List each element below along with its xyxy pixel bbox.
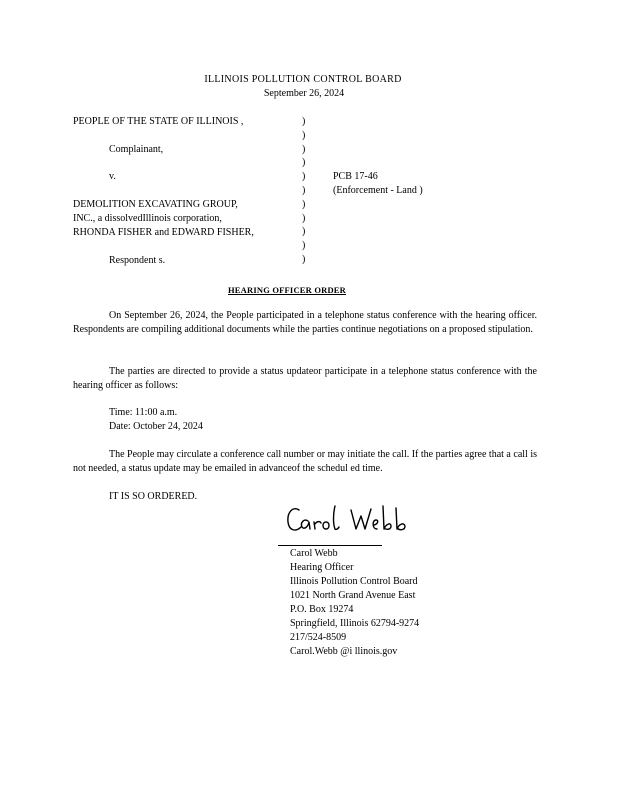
paragraph-status-conference [73,309,537,337]
paren: ) [302,116,306,127]
complainant-role: Complainant, [109,144,164,155]
order-title: HEARING OFFICER ORDER [228,285,347,295]
paren: ) [302,143,306,155]
signer-phone: 217/524-8509 [290,632,347,643]
board-name: ILLINOIS POLLUTION CONTROL BOARD [204,74,402,85]
respondent-role: Respondent s. [109,255,166,266]
paragraph-conference-call [73,448,537,476]
caption-paren-column [302,115,310,267]
order-date: September 26, 2024 [263,88,345,99]
time-line: Time: 11:00 a.m. [109,407,178,418]
paragraph-text: The People may circulate a conference call number or may initiate the call. If the parties agree that a call is not needed, a status update may be emailed in advanceof the schedul ed time. [73,449,537,474]
respondent-line-1: DEMOLITION EXCAVATING GROUP, [73,199,238,210]
case-number: PCB 17-46 [333,171,378,182]
complainant-party: PEOPLE OF THE STATE OF ILLINOIS , [73,116,244,127]
signer-city: Springfield, Illinois 62794-9274 [290,618,420,629]
paren: ) [302,212,306,224]
respondent-line-2: INC., a dissolvedIllinois corporation, [73,213,222,224]
paren: ) [302,240,306,252]
paren: ) [302,129,306,141]
signer-name: Carol Webb [290,548,338,559]
paren: ) [302,226,306,238]
paren: ) [302,171,306,183]
handwritten-signature [285,502,415,538]
signer-title: Hearing Officer [290,562,354,573]
paragraph-text: On September 26, 2024, the People participated in a telephone status conference with the hearing officer. Respondents are compiling additional documents while the parties continue negotiations on a proposed stipulation. [73,310,537,335]
versus-label: v. [109,171,116,182]
signer-po-box: P.O. Box 19274 [290,604,354,615]
closing-statement: IT IS SO ORDERED. [109,491,198,502]
respondent-line-3: RHONDA FISHER and EDWARD FISHER, [73,227,254,238]
paren: ) [302,157,306,169]
paren: ) [302,253,306,265]
paren: ) [302,184,306,196]
paragraph-directive [73,365,537,393]
date-line: Date: October 24, 2024 [109,421,203,432]
signer-street: 1021 North Grand Avenue East [290,590,416,601]
signature-line [278,545,382,546]
paren: ) [302,198,306,210]
paragraph-text: The parties are directed to provide a status updateor participate in a telephone status conference with the hearing officer as follows: [73,366,537,391]
signer-email[interactable]: Carol.Webb @i llinois.gov [290,646,398,657]
case-type: (Enforcement - Land ) [333,185,423,196]
signer-organization: Illinois Pollution Control Board [290,576,418,587]
